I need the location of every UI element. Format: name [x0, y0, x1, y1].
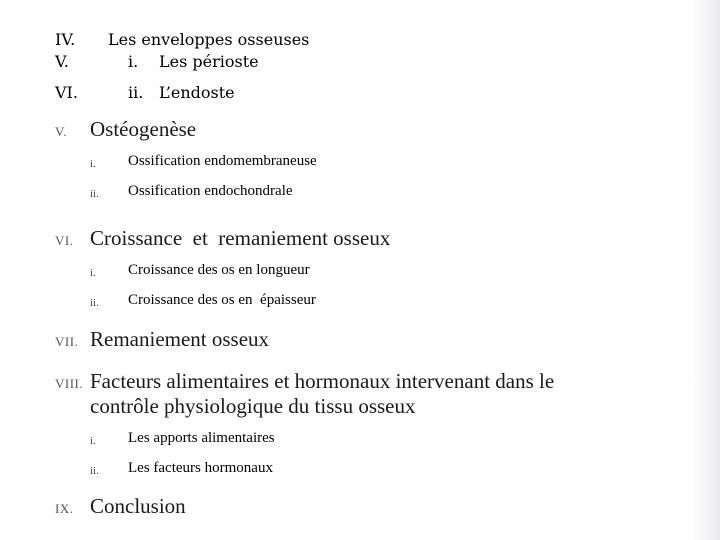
outline-item-endoste: L’endoste: [159, 83, 235, 102]
section-title-conclusion: Conclusion: [90, 494, 186, 518]
item-num: i.: [90, 158, 96, 170]
section-title-facteurs: Facteurs alimentaires et hormonaux intervenant dans le: [90, 369, 555, 393]
item-ossification-endomembraneuse: Ossification endomembraneuse: [128, 153, 317, 169]
section-title-croissance: Croissance et remaniement osseux: [90, 226, 391, 250]
section-title-osteogenese: Ostéogenèse: [90, 117, 197, 141]
outline-sub-num-ii: ii.: [128, 83, 144, 102]
outline-num-iv: IV.: [55, 30, 76, 49]
section-num-v: V.: [55, 124, 67, 139]
outline-heading-enveloppes: Les enveloppes osseuses: [108, 30, 310, 49]
outline-sub-num-i: i.: [128, 52, 139, 71]
item-num: ii.: [90, 188, 99, 200]
outline-num-v: V.: [55, 52, 69, 71]
item-num: i.: [90, 267, 96, 279]
item-croissance-longueur: Croissance des os en longueur: [128, 262, 310, 278]
right-edge-shade: [692, 0, 720, 540]
section-title-facteurs-line2: contrôle physiologique du tissu osseux: [90, 394, 416, 418]
section-num-vii: VII.: [55, 334, 79, 349]
outline-item-perioste: Les périoste: [159, 52, 259, 71]
item-num: ii.: [90, 465, 99, 477]
item-num: ii.: [90, 297, 99, 309]
section-num-vi: VI.: [55, 233, 74, 248]
section-num-ix: IX.: [55, 501, 74, 516]
item-num: i.: [90, 435, 96, 447]
section-title-remaniement: Remaniement osseux: [90, 327, 270, 351]
item-facteurs-hormonaux: Les facteurs hormonaux: [128, 460, 273, 476]
item-apports-alimentaires: Les apports alimentaires: [128, 430, 275, 446]
section-num-viii: VIII.: [55, 376, 84, 391]
outline-num-vi: VI.: [55, 83, 78, 102]
item-croissance-epaisseur: Croissance des os en épaisseur: [128, 292, 316, 308]
item-ossification-endochondrale: Ossification endochondrale: [128, 183, 293, 199]
